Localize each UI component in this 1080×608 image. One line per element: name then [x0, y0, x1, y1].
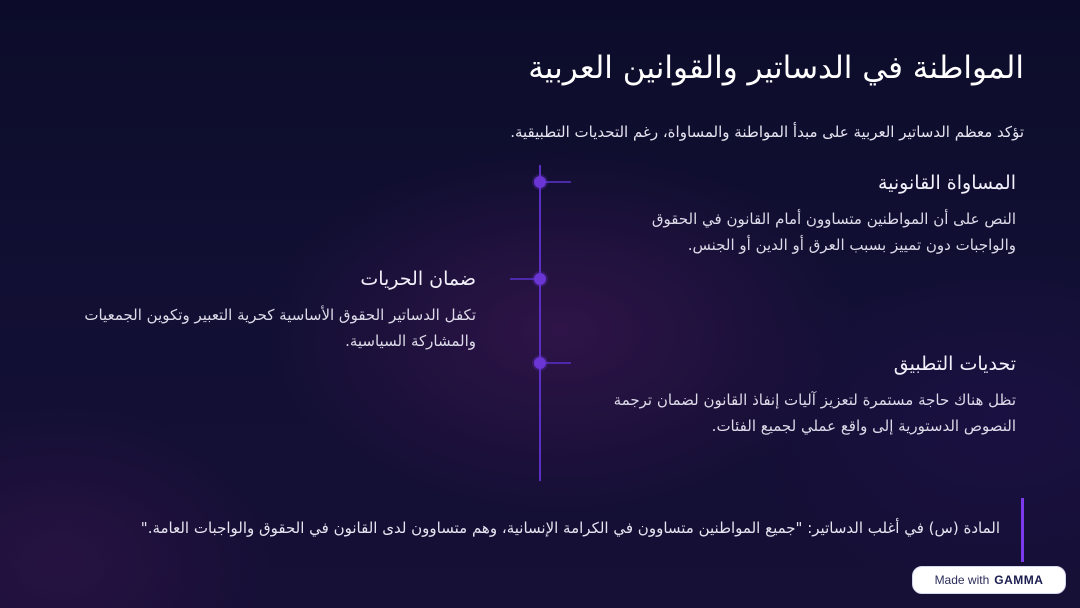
timeline-item-implementation: [596, 349, 1016, 439]
timeline-item-text: النص على أن المواطنين متساوون أمام القانون في الحقوق والواجبات دون تمييز بسبب العرق أو الدين أو الجنس.: [651, 210, 1016, 254]
timeline-line: [539, 165, 541, 481]
slide-title: المواطنة في الدساتير والقوانين العربية: [528, 50, 1024, 86]
quote-text: المادة (س) في أغلب الدساتير: "جميع المواطنين متساوون في الكرامة الإنسانية، وهم متساوون لدى القانون في الحقوق والواجبات العامة.": [140, 519, 1000, 537]
quote-bar: [1021, 498, 1024, 562]
timeline-dot-2: [534, 273, 546, 285]
timeline-dot-1: [534, 176, 546, 188]
made-with-gamma-badge[interactable]: [912, 566, 1066, 594]
badge-prefix: Made with: [934, 573, 990, 587]
gamma-logo: GAMMA: [994, 573, 1044, 587]
slide-subtitle: تؤكد معظم الدساتير العربية على مبدأ المواطنة والمساواة، رغم التحديات التطبيقية.: [510, 123, 1024, 141]
timeline-item-freedoms: [72, 264, 476, 354]
timeline-item-heading: تحديات التطبيق: [893, 353, 1016, 375]
timeline-dot-3: [534, 357, 546, 369]
timeline-item-text: تظل هناك حاجة مستمرة لتعزيز آليات إنفاذ القانون لضمان ترجمة النصوص الدستورية إلى واقع عملي لجميع الفئات.: [613, 391, 1016, 435]
timeline-item-heading: المساواة القانونية: [877, 172, 1016, 194]
timeline-item-heading: ضمان الحريات: [360, 268, 476, 290]
timeline-item-text: تكفل الدساتير الحقوق الأساسية كحرية التعبير وتكوين الجمعيات والمشاركة السياسية.: [84, 306, 476, 350]
timeline-item-legal-equality: [596, 168, 1016, 258]
